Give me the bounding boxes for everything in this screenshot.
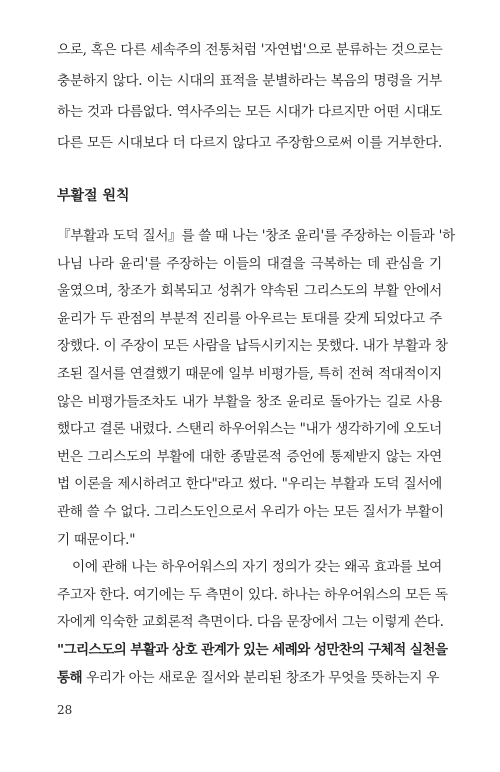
paragraph-2-line-2: 나님 나라 윤리'를 주장하는 이들의 대결을 극복하는 데 관심을 기 xyxy=(57,255,442,272)
paragraph-2-line-6: 조된 질서를 연결했기 때문에 일부 비평가들, 특히 전혀 적대적이지 xyxy=(57,366,442,382)
paragraph-3-line-4 xyxy=(57,640,448,660)
paragraph-2-line-4: 윤리가 두 관점의 부분적 진리를 아우르는 토대를 갖게 되었다고 주 xyxy=(57,310,442,327)
paragraph-2-line-9: 번은 그리스도의 부활에 대한 종말론적 증언에 통제받지 않는 자연 xyxy=(57,448,442,465)
paragraph-1-line-1: 으로, 혹은 다른 세속주의 전통처럼 '자연법'으로 분류하는 것으로는 xyxy=(57,42,443,58)
paragraph-2-line-5: 장했다. 이 주장이 모든 사람을 납득시키지는 못했다. 내가 부활과 창 xyxy=(57,338,448,355)
quote-bold-text: "그리스도의 부활과 상호 관계가 있는 세례와 성만찬의 구체적 실천을 xyxy=(57,642,448,658)
paragraph-2-line-8: 했다고 결론 내렸다. 스탠리 하우어워스는 "내가 생각하기에 오도너 xyxy=(57,421,442,438)
paragraph-2-line-1: 『부활과 도덕 질서』를 쓸 때 나는 '창조 윤리'를 주장하는 이들과 '하 xyxy=(57,228,455,244)
paragraph-2-line-7: 않은 비평가들조차도 내가 부활을 창조 윤리로 돌아가는 길로 사용 xyxy=(57,393,442,410)
paragraph-3-line-3: 자에게 익숙한 교회론적 측면이다. 다음 문장에서 그는 이렇게 쓴다. xyxy=(57,614,444,631)
paragraph-1-line-2: 충분하지 않다. 이는 시대의 표적을 분별하라는 복음의 명령을 거부 xyxy=(57,73,442,90)
paragraph-1-line-3: 하는 것과 다름없다. 역사주의는 모든 시대가 다르지만 어떤 시대도 xyxy=(57,104,442,121)
page-number: 28 xyxy=(57,703,73,717)
paragraph-2-line-10: 법 이론을 제시하려고 한다"라고 썼다. "우리는 부활과 도덕 질서에 xyxy=(57,476,442,493)
paragraph-2-line-3: 울였으며, 창조가 회복되고 성취가 약속된 그리스도의 부활 안에서 xyxy=(57,283,442,300)
quote-regular-text: 우리가 아는 새로운 질서와 분리된 창조가 무엇을 뜻하는지 우 xyxy=(82,669,440,686)
paragraph-1-line-4: 다른 모든 시대보다 더 다르지 않다고 주장함으로써 이를 거부한다. xyxy=(57,135,442,152)
paragraph-2-line-12: 기 때문이다." xyxy=(57,531,136,548)
paragraph-3-line-1: 이에 관해 나는 하우어워스의 자기 정의가 갖는 왜곡 효과를 보여 xyxy=(72,559,442,576)
paragraph-3-line-2: 주고자 한다. 여기에는 두 측면이 있다. 하나는 하우어워스의 모든 독 xyxy=(57,586,448,603)
quote-bold-text-continued: 통해 xyxy=(57,669,83,686)
paragraph-3-line-5 xyxy=(57,668,442,688)
paragraph-2-line-11: 관해 쓸 수 없다. 그리스도인으로서 우리가 아는 모든 질서가 부활이 xyxy=(57,504,444,520)
section-heading: 부활절 원칙 xyxy=(57,188,130,204)
